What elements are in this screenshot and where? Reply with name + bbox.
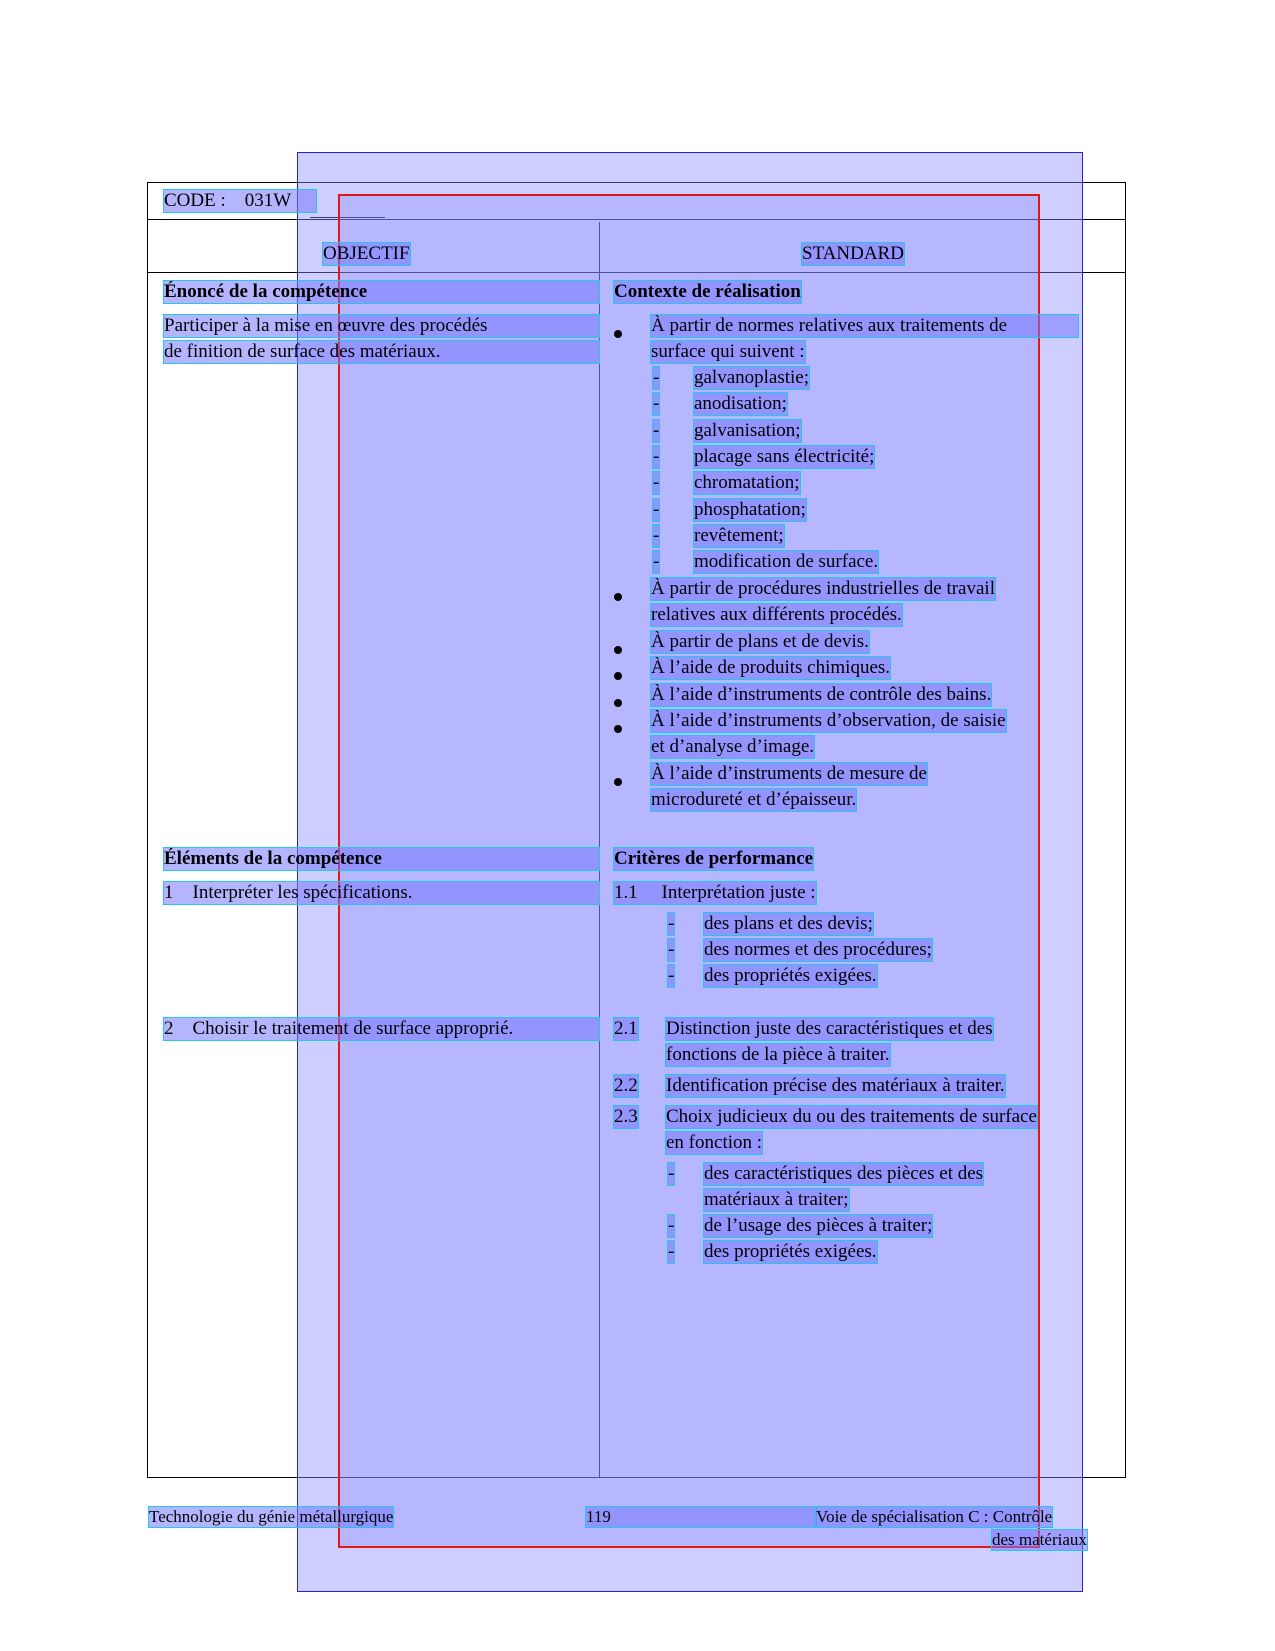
bullet-6 [614,717,622,739]
contexte-b4: À l’aide de produits chimiques. [651,657,891,678]
sub-item-dash: - [653,525,660,546]
critere-2-1-line2: fonctions de la pièce à traiter. [666,1044,890,1065]
contexte-b2-line2: relatives aux différents procédés. [651,604,902,625]
critere-item-dash: - [668,939,675,960]
critere-item: des propriétés exigées. [704,965,877,986]
contexte-b2-line1: À partir de procédures industrielles de travail [651,578,995,599]
footer-right-line1: Voie de spécialisation C : Contrôle [816,1507,1053,1526]
contexte-b6-line1: À l’aide d’instruments d’observation, de saisie [651,710,1006,731]
critere-2-3-num: 2.3 [614,1106,638,1127]
bullet-7 [614,770,622,792]
critere-item: des plans et des devis; [704,913,873,934]
elements-title: Éléments de la compétence [164,848,599,870]
code-label: CODE : 031W [164,190,316,212]
contexte-b5: À l’aide d’instruments de contrôle des bains. [651,684,992,705]
element-2: 2 Choisir le traitement de surface approprié. [164,1018,599,1040]
sub-item-dash: - [653,446,660,467]
sub-item: placage sans électricité; [694,446,875,467]
enonce-text-line2: de finition de surface des matériaux. [164,341,599,363]
contexte-title: Contexte de réalisation [614,281,801,302]
critere-2-3-line2: en fonction : [666,1132,763,1153]
sub-item-dash: - [653,499,660,520]
footer-page-number: 119 [586,1507,816,1527]
sub-item: anodisation; [694,393,787,414]
sub-item: galvanisation; [694,420,801,441]
critere-2-3-item3: des propriétés exigées. [704,1241,877,1262]
critere-2-1-line1: Distinction juste des caractéristiques et des [666,1018,993,1039]
critere-2-2-num: 2.2 [614,1075,638,1096]
column-title-standard: STANDARD [802,243,904,264]
critere-item-dash: - [668,1163,675,1184]
bullet-2 [614,585,622,607]
footer-left: Technologie du génie métallurgique [149,1507,394,1526]
contexte-b7-line2: microdureté et d’épaisseur. [651,789,857,810]
critere-2-3-item2: de l’usage des pièces à traiter; [704,1215,933,1236]
bullet-5 [614,691,622,713]
bullet-4 [614,664,622,686]
critere-2-1-num: 2.1 [614,1018,638,1039]
sub-item: modification de surface. [694,551,879,572]
sub-item: revêtement; [694,525,784,546]
critere-2-3-item1-line2: matériaux à traiter; [704,1189,849,1210]
sub-item-dash: - [653,551,660,572]
critere-item-dash: - [668,1241,675,1262]
critere-item-dash: - [668,965,675,986]
sub-item: chromatation; [694,472,800,493]
bullet-3 [614,638,622,660]
critere-item: des normes et des procédures; [704,939,932,960]
critere-item-dash: - [668,1215,675,1236]
contexte-b7-line1: À l’aide d’instruments de mesure de [651,763,927,784]
critere-2-3-line1: Choix judicieux du ou des traitements de surface [666,1106,1037,1127]
sub-item-dash: - [653,393,660,414]
sub-item-dash: - [653,367,660,388]
critere-1-1: 1.1 Interprétation juste : [614,882,816,903]
sub-item: galvanoplastie; [694,367,810,388]
critere-2-2-text: Identification précise des matériaux à traiter. [666,1075,1005,1096]
contexte-b6-line2: et d’analyse d’image. [651,736,815,757]
column-title-objectif: OBJECTIF [323,243,410,264]
critere-item-dash: - [668,913,675,934]
critere-2-3-item1-line1: des caractéristiques des pièces et des [704,1163,984,1184]
criteres-title: Critères de performance [614,848,814,869]
element-1: 1 Interpréter les spécifications. [164,882,599,904]
contexte-b3: À partir de plans et de devis. [651,631,869,652]
bullet-1 [614,322,622,344]
selection-overlay-inner [338,194,1040,1548]
enonce-title: Énoncé de la compétence [164,281,599,303]
contexte-b1-line2: surface qui suivent : [651,341,805,362]
footer-right-line2: des matériaux [992,1530,1087,1549]
sub-item: phosphatation; [694,499,806,520]
sub-item-dash: - [653,420,660,441]
contexte-b1-line1: À partir de normes relatives aux traitements de [651,315,1078,337]
sub-item-dash: - [653,472,660,493]
enonce-text-line1: Participer à la mise en œuvre des procédés [164,315,599,337]
